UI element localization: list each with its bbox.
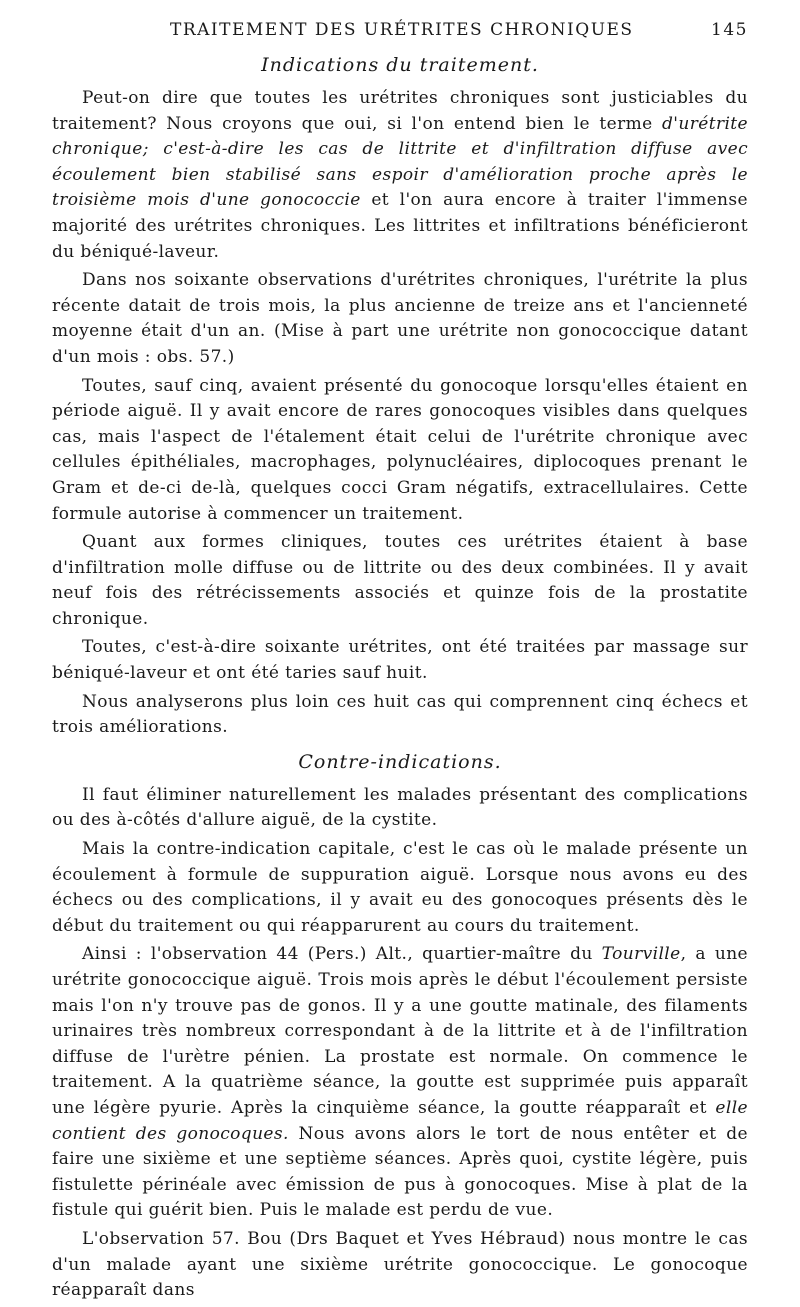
section-title-contre-indications: Contre-indications.	[298, 750, 502, 773]
p9-text-a: Ainsi : l'observation 44 (Pers.) Alt., quartier-maître du	[82, 944, 602, 965]
running-title: TRAITEMENT DES URÉTRITES CHRONIQUES	[170, 20, 634, 40]
paragraph-6: Nous analyserons plus loin ces huit cas qui comprennent cinq échecs et trois améliorations.	[52, 691, 748, 738]
p1-italic: d'urétrite chronique; c'est-à-dire les cas de littrite et d'infiltration diffuse avec écoulement bien stabilisé sans espoir d'amélioration proche après le troisième mois d'une gonococcie	[52, 113, 748, 211]
paragraph-2: Dans nos soixante observations d'urétrites chroniques, l'urétrite la plus récente datait de trois mois, la plus ancienne de treize ans et l'ancienneté moyenne était d'un an. (Mise à part une urétrite non gonococcique datant d'un mois : obs. 57.)	[52, 270, 748, 367]
p9-text-d: Nous avons alors le tort de nous entêter et de faire une sixième et une septième séances. Après quoi, cystite légère, puis fistulette périnéale avec émission de pus à gonocoques. Mise à plat de la fistule qui guérit bien. Puis le malade est perdu de vue.	[52, 1123, 748, 1221]
paragraph-10: L'observation 57. Bou (Drs Baquet et Yves Hébraud) nous montre le cas d'un malade ayant une sixième urétrite gonococcique. Le gonocoque réapparaît dans	[52, 1228, 748, 1301]
paragraph-1	[52, 86, 748, 265]
paragraph-4: Quant aux formes cliniques, toutes ces urétrites étaient à base d'infiltration molle diffuse ou de littrite ou des deux combinées. Il y avait neuf fois des rétrécissements associés et quinze fois de la prostatite chronique.	[52, 532, 748, 629]
page-number: 145	[711, 20, 748, 40]
paragraph-9	[52, 942, 748, 1224]
paragraph-8: Mais la contre-indication capitale, c'est le cas où le malade présente un écoulement à formule de suppuration aiguë. Lorsque nous avons eu des échecs ou des complications, il y avait eu des gonocoques présents dès le début du traitement ou qui réapparurent au cours du traitement.	[52, 839, 748, 936]
p9-text-b: , a une urétrite gonococcique aiguë. Trois mois après le début l'écoulement persiste mais l'on n'y trouve pas de gonos. Il y a une goutte matinale, des filaments urinaires très nombreux correspondant à de la littrite et à de l'infiltration diffuse de l'urètre pénien. La prostate est normale. On commence le traitement. A la quatrième séance, la goutte est supprimée puis apparaît une légère pyurie. Après la cinquième séance, la goutte réapparaît et	[52, 944, 749, 1118]
section-title-indications: Indications du traitement.	[261, 54, 539, 76]
p9-italic: elle contient des gonocoques.	[52, 1097, 748, 1144]
running-head	[52, 18, 748, 44]
paragraph-7: Il faut éliminer naturellement les malades présentant des complications ou des à-côtés d'allure aiguë, de la cystite.	[52, 784, 748, 831]
paragraph-5: Toutes, c'est-à-dire soixante urétrites, ont été traitées par massage sur béniqué-laveur et ont été taries sauf huit.	[52, 637, 748, 684]
paragraph-3: Toutes, sauf cinq, avaient présenté du gonocoque lorsqu'elles étaient en période aiguë. Il y avait encore de rares gonocoques visibles dans quelques cas, mais l'aspect de l'étalement était celui de l'urétrite chronique avec cellules épithéliales, macrophages, polynucléaires, diplocoques prenant le Gram et de-ci de-là, quelques cocci Gram négatifs, extracellulaires. Cette formule autorise à commencer un traitement.	[52, 375, 748, 524]
p1-text-a: Peut-on dire que toutes les urétrites chroniques sont justiciables du traitement? Nous croyons que oui, si l'on entend bien le terme	[52, 88, 748, 134]
p9-ship-name: Tourville	[601, 944, 681, 965]
p1-text-c: et l'on aura encore à traiter l'immense majorité des urétrites chroniques. Les littrites et infiltrations bénéficieront du béniqué-laveur.	[52, 190, 748, 262]
